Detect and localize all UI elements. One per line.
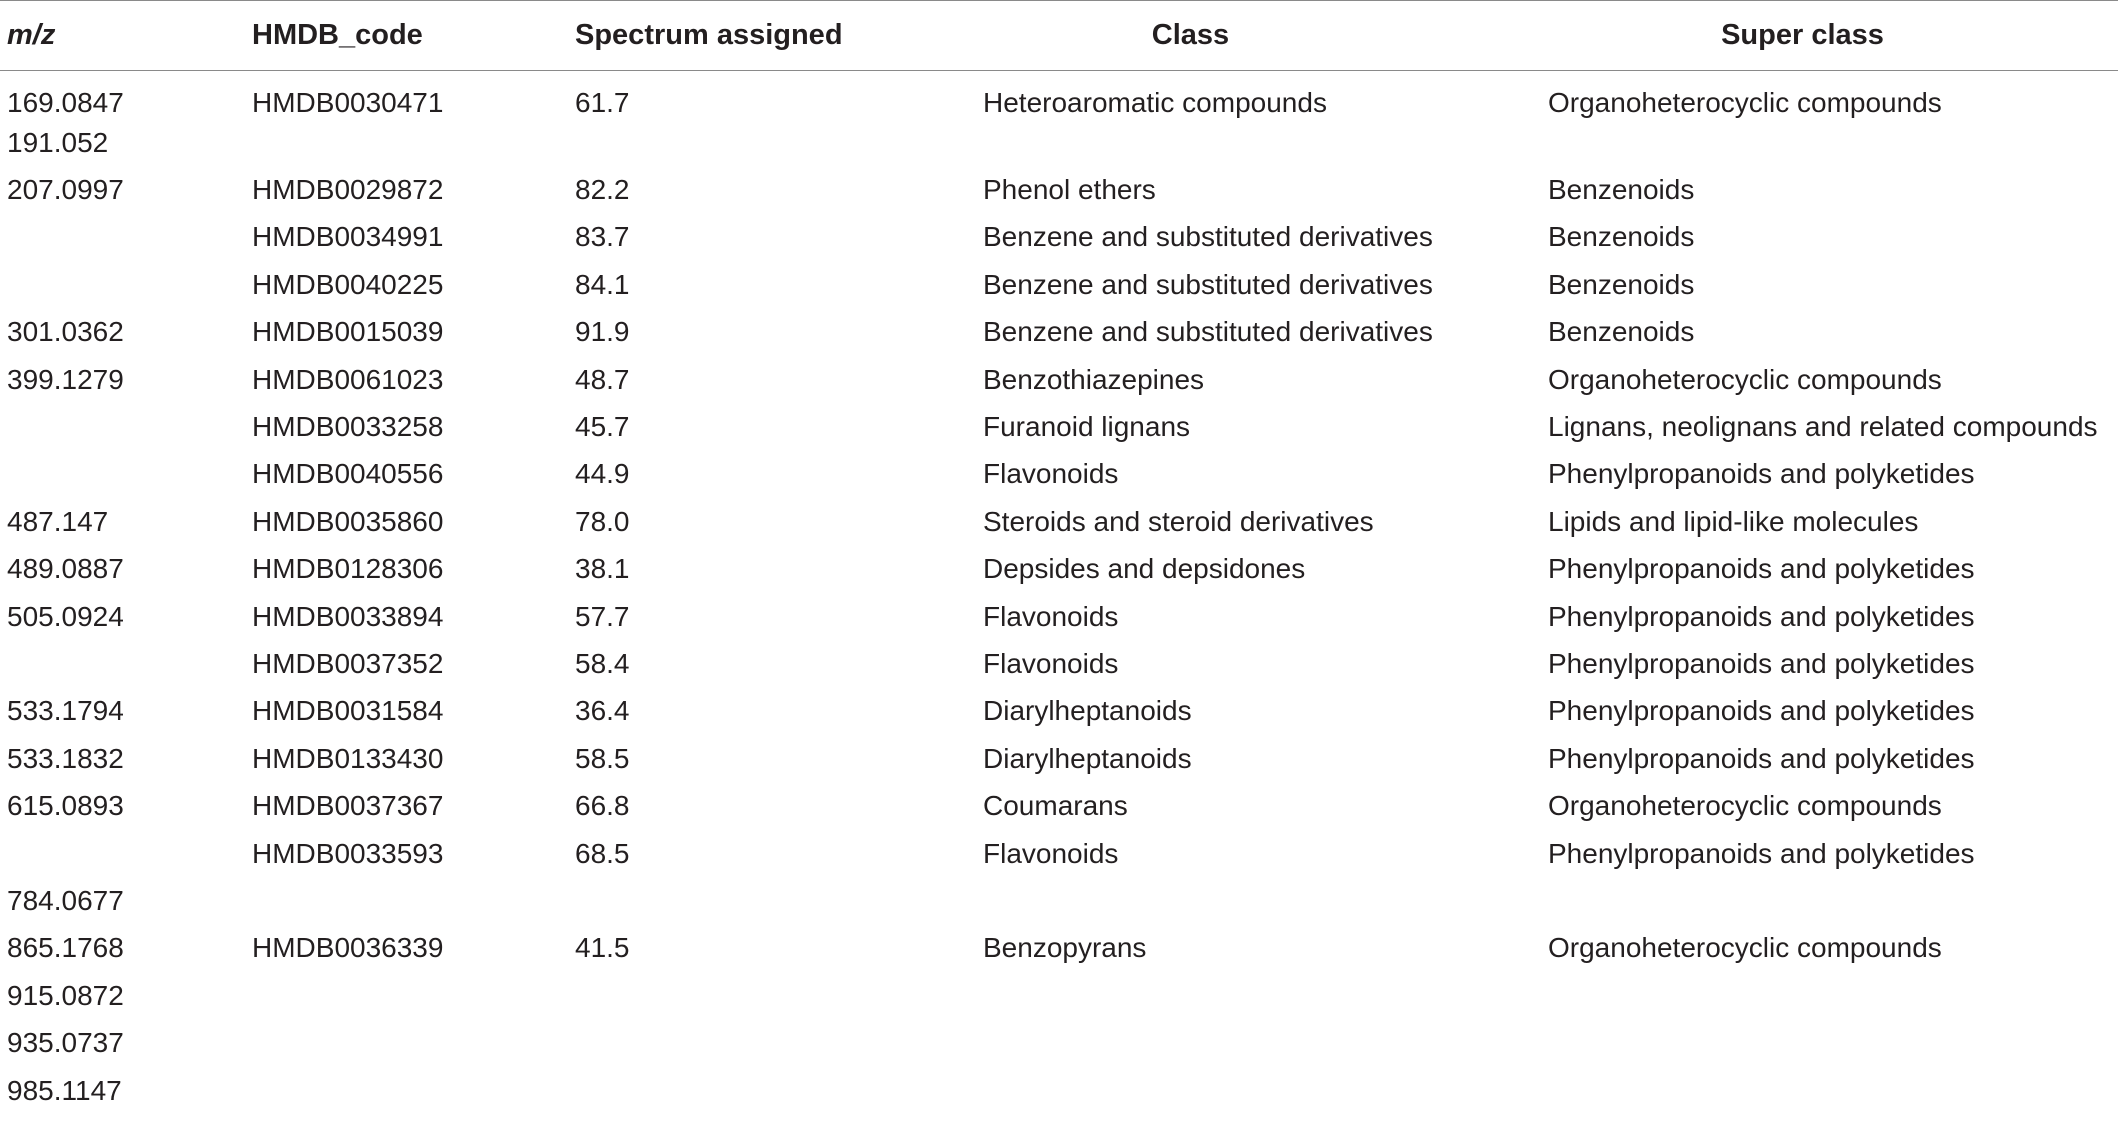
- cell-super-class: Organoheterocyclic compounds: [1548, 363, 1942, 395]
- cell-mz: 915.0872: [7, 979, 124, 1011]
- cell-mz: [0, 403, 245, 450]
- cell-class: Benzene and substituted derivatives: [983, 316, 1433, 348]
- cell-class: Flavonoids: [983, 458, 1119, 490]
- cell-class: [959, 877, 1542, 924]
- cell-hmdb-code: HMDB0029872: [252, 174, 444, 206]
- cell-spectrum-assigned: [567, 877, 959, 924]
- cell-super-class: Phenylpropanoids and polyketides: [1548, 837, 1975, 869]
- cell-hmdb-code: HMDB0015039: [252, 316, 444, 348]
- table-row: [0, 1067, 2118, 1114]
- cell-mz: [0, 640, 245, 687]
- cell-hmdb-code: [245, 1019, 567, 1066]
- cell-spectrum-assigned: 78.0: [575, 505, 630, 537]
- cell-class: [959, 119, 1542, 166]
- cell-class: Coumarans: [983, 790, 1128, 822]
- cell-hmdb-code: [245, 1067, 567, 1114]
- cell-mz: 301.0362: [7, 316, 124, 348]
- cell-mz: 169.0847: [7, 87, 124, 118]
- cell-hmdb-code: HMDB0040556: [252, 458, 444, 490]
- cell-mz: [0, 830, 245, 877]
- cell-super-class: Benzenoids: [1548, 316, 1695, 348]
- cell-super-class: Phenylpropanoids and polyketides: [1548, 647, 1975, 679]
- header-class: Class: [959, 1, 1542, 71]
- cell-super-class: Organoheterocyclic compounds: [1548, 87, 1942, 118]
- cell-mz: 865.1768: [7, 932, 124, 964]
- cell-hmdb-code: HMDB0034991: [252, 221, 444, 253]
- cell-class: Benzene and substituted derivatives: [983, 268, 1433, 300]
- cell-spectrum-assigned: [567, 119, 959, 166]
- cell-mz: 615.0893: [7, 790, 124, 822]
- cell-mz: 784.0677: [7, 884, 124, 916]
- cell-class: Flavonoids: [983, 837, 1119, 869]
- header-row: [0, 1, 2118, 71]
- cell-hmdb-code: HMDB0033258: [252, 411, 444, 443]
- cell-mz: 489.0887: [7, 553, 124, 585]
- cell-super-class: Phenylpropanoids and polyketides: [1548, 458, 1975, 490]
- header-hmdb-code: HMDB_code: [245, 1, 567, 71]
- cell-hmdb-code: HMDB0037352: [252, 647, 444, 679]
- cell-class: Furanoid lignans: [983, 411, 1191, 443]
- cell-hmdb-code: HMDB0035860: [252, 505, 444, 537]
- cell-hmdb-code: HMDB0128306: [252, 553, 444, 585]
- table-row: [0, 403, 2118, 450]
- cell-spectrum-assigned: 83.7: [575, 221, 630, 253]
- cell-hmdb-code: HMDB0133430: [252, 742, 444, 774]
- cell-class: Flavonoids: [983, 647, 1119, 679]
- table-row: [0, 593, 2118, 640]
- cell-super-class: Benzenoids: [1548, 221, 1695, 253]
- table-row: [0, 356, 2118, 403]
- cell-spectrum-assigned: 41.5: [575, 932, 630, 964]
- cell-mz: [0, 214, 245, 261]
- table-row: [0, 71, 2118, 120]
- table-row: [0, 546, 2118, 593]
- table-row: [0, 119, 2118, 166]
- cell-super-class: Organoheterocyclic compounds: [1548, 790, 1942, 822]
- cell-hmdb-code: HMDB0061023: [252, 363, 444, 395]
- header-spectrum-assigned: Spectrum assigned: [567, 1, 959, 71]
- cell-spectrum-assigned: 66.8: [575, 790, 630, 822]
- header-mz: m/z: [0, 1, 245, 71]
- table-row: [0, 498, 2118, 545]
- table-header: [0, 1, 2118, 71]
- cell-spectrum-assigned: 82.2: [575, 174, 630, 206]
- cell-mz: 533.1794: [7, 695, 124, 727]
- cell-class: Diarylheptanoids: [983, 742, 1192, 774]
- cell-super-class: Organoheterocyclic compounds: [1548, 932, 1942, 964]
- cell-spectrum-assigned: 36.4: [575, 695, 630, 727]
- cell-mz: 487.147: [7, 505, 109, 537]
- cell-spectrum-assigned: 58.4: [575, 647, 630, 679]
- cell-spectrum-assigned: 45.7: [575, 411, 630, 443]
- cell-class: Depsides and depsidones: [983, 553, 1306, 585]
- cell-super-class: Benzenoids: [1548, 174, 1695, 206]
- cell-mz: 399.1279: [7, 363, 124, 395]
- cell-class: Benzene and substituted derivatives: [983, 221, 1433, 253]
- cell-hmdb-code: HMDB0033593: [252, 837, 444, 869]
- cell-super-class: Lignans, neolignans and related compounds: [1548, 411, 2098, 443]
- cell-super-class: [1542, 1067, 2118, 1114]
- cell-class: Flavonoids: [983, 600, 1119, 632]
- cell-spectrum-assigned: 68.5: [575, 837, 630, 869]
- table-row: [0, 261, 2118, 308]
- table-row: [0, 972, 2118, 1019]
- cell-super-class: [1542, 972, 2118, 1019]
- table-row: [0, 735, 2118, 782]
- cell-hmdb-code: HMDB0033894: [252, 600, 444, 632]
- cell-class: Diarylheptanoids: [983, 695, 1192, 727]
- cell-hmdb-code: HMDB0040225: [252, 268, 444, 300]
- cell-class: Benzothiazepines: [983, 363, 1205, 395]
- table-row: [0, 688, 2118, 735]
- cell-class: Benzopyrans: [983, 932, 1147, 964]
- cell-hmdb-code: [245, 877, 567, 924]
- cell-super-class: [1542, 119, 2118, 166]
- cell-spectrum-assigned: 38.1: [575, 553, 630, 585]
- cell-class: Heteroaromatic compounds: [983, 87, 1327, 118]
- cell-mz: [0, 451, 245, 498]
- cell-super-class: Benzenoids: [1548, 268, 1695, 300]
- cell-class: [959, 972, 1542, 1019]
- cell-mz: 505.0924: [7, 600, 124, 632]
- cell-mz: 533.1832: [7, 742, 124, 774]
- cell-class: Steroids and steroid derivatives: [983, 505, 1374, 537]
- cell-spectrum-assigned: 61.7: [575, 87, 630, 118]
- cell-super-class: Phenylpropanoids and polyketides: [1548, 600, 1975, 632]
- cell-spectrum-assigned: 48.7: [575, 363, 630, 395]
- table-row: [0, 782, 2118, 829]
- cell-class: Phenol ethers: [983, 174, 1156, 206]
- cell-mz: 935.0737: [7, 1027, 124, 1059]
- header-super-class: Super class: [1542, 1, 2118, 71]
- table-row: [0, 877, 2118, 924]
- cell-spectrum-assigned: 44.9: [575, 458, 630, 490]
- table-row: [0, 214, 2118, 261]
- cell-hmdb-code: HMDB0037367: [252, 790, 444, 822]
- cell-mz: 191.052: [7, 126, 109, 158]
- table-body: [0, 71, 2118, 1115]
- cell-mz: [0, 261, 245, 308]
- cell-spectrum-assigned: [567, 972, 959, 1019]
- cell-mz: 207.0997: [7, 174, 124, 206]
- cell-class: [959, 1067, 1542, 1114]
- table-row: [0, 830, 2118, 877]
- table-row: [0, 309, 2118, 356]
- cell-super-class: Lipids and lipid-like molecules: [1548, 505, 1919, 537]
- cell-hmdb-code: HMDB0031584: [252, 695, 444, 727]
- cell-super-class: Phenylpropanoids and polyketides: [1548, 553, 1975, 585]
- cell-spectrum-assigned: [567, 1067, 959, 1114]
- cell-hmdb-code: [245, 119, 567, 166]
- cell-super-class: [1542, 1019, 2118, 1066]
- cell-super-class: Phenylpropanoids and polyketides: [1548, 695, 1975, 727]
- cell-hmdb-code: HMDB0036339: [252, 932, 444, 964]
- cell-spectrum-assigned: 58.5: [575, 742, 630, 774]
- cell-hmdb-code: HMDB0030471: [252, 87, 444, 118]
- cell-spectrum-assigned: [567, 1019, 959, 1066]
- table-row: [0, 640, 2118, 687]
- table-row: [0, 166, 2118, 213]
- cell-spectrum-assigned: 91.9: [575, 316, 630, 348]
- cell-super-class: Phenylpropanoids and polyketides: [1548, 742, 1975, 774]
- table-row: [0, 1019, 2118, 1066]
- cell-spectrum-assigned: 57.7: [575, 600, 630, 632]
- cell-mz: 985.1147: [7, 1074, 122, 1106]
- cell-super-class: [1542, 877, 2118, 924]
- cell-class: [959, 1019, 1542, 1066]
- table-row: [0, 925, 2118, 972]
- cell-spectrum-assigned: 84.1: [575, 268, 630, 300]
- table-row: [0, 451, 2118, 498]
- cell-hmdb-code: [245, 972, 567, 1019]
